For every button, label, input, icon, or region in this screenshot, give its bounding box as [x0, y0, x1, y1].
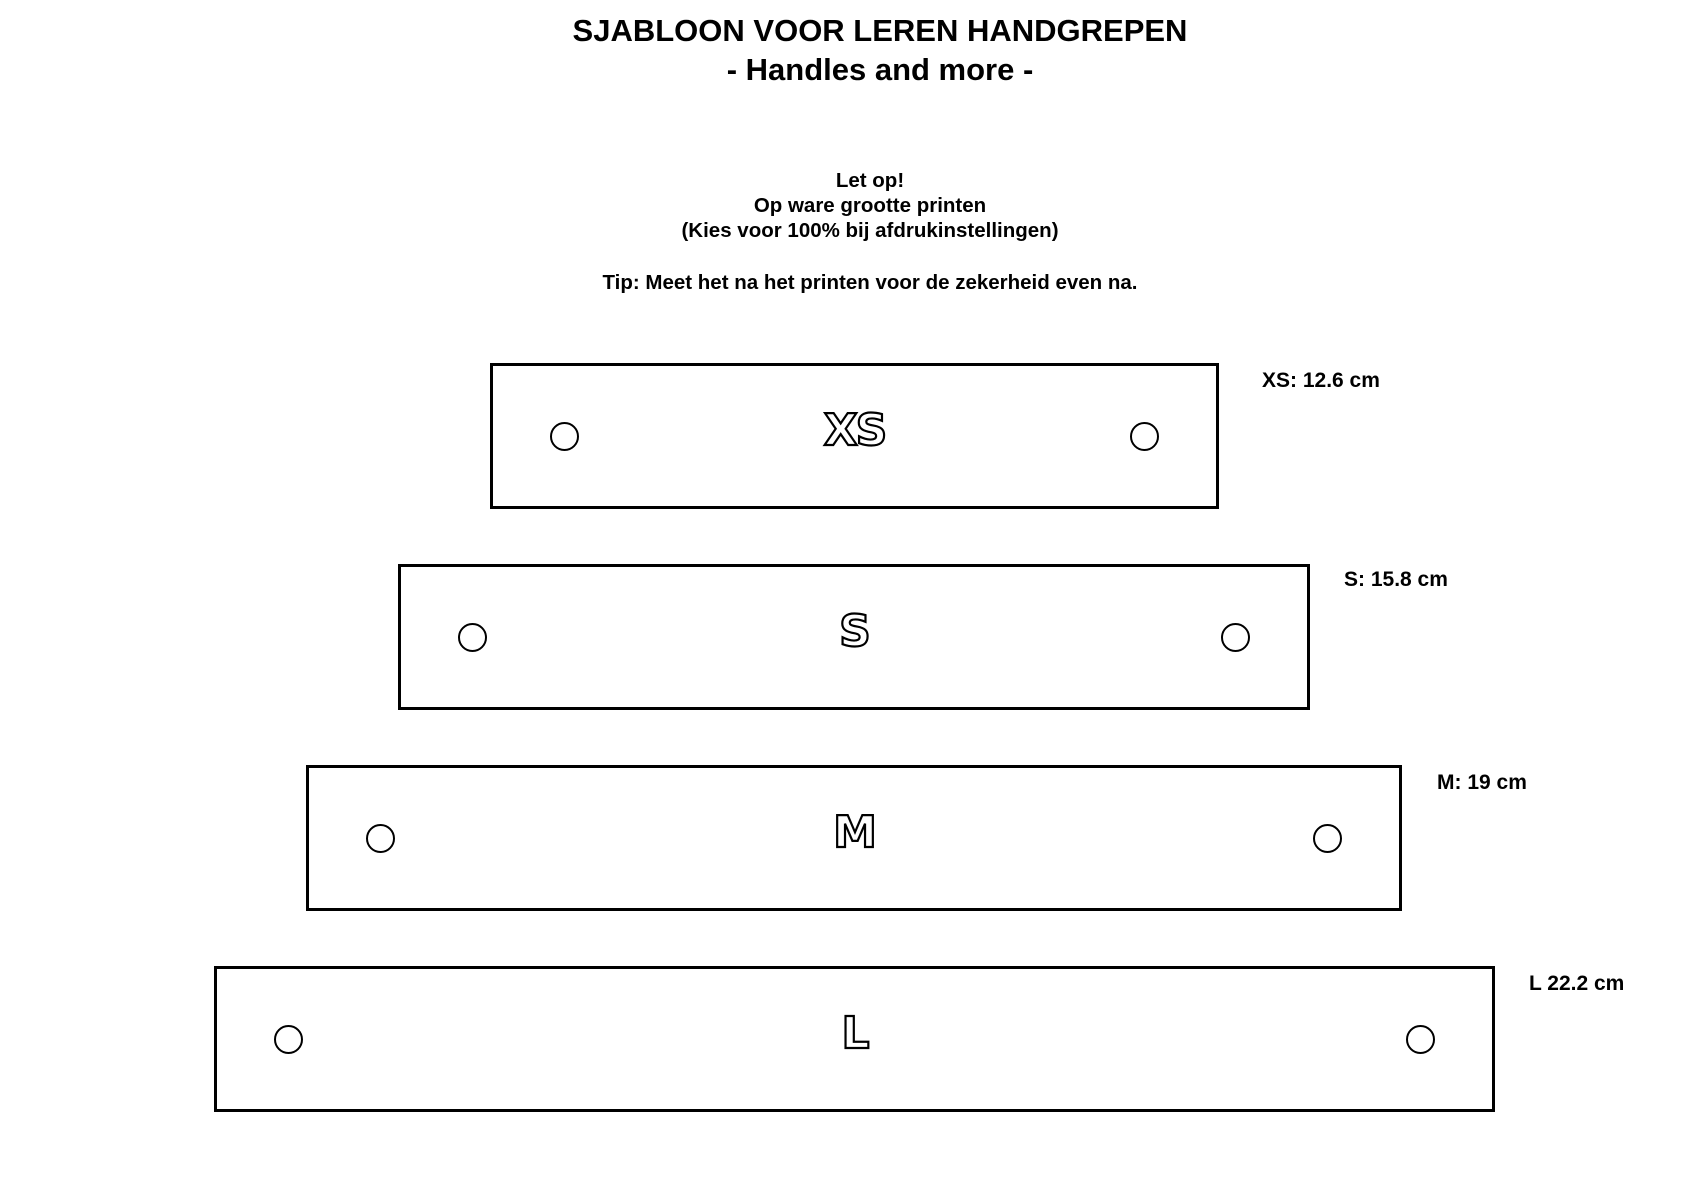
size-label-xs: XS: 12.6 cm: [1262, 369, 1380, 392]
handle-template-xs: [490, 363, 1219, 509]
size-letter-m: M: [833, 807, 875, 858]
size-letter-xs: XS: [823, 405, 886, 456]
rivet-hole-right: [1313, 824, 1342, 853]
size-letter-l: L: [841, 1008, 868, 1059]
rivet-hole-right: [1406, 1025, 1435, 1054]
handle-template-s: [398, 564, 1310, 710]
handle-template-m: [306, 765, 1402, 911]
handle-template-l: [214, 966, 1495, 1112]
page-subtitle: - Handles and more -: [726, 52, 1034, 87]
page-title: SJABLOON VOOR LEREN HANDGREPEN: [572, 13, 1188, 48]
notice-print-size: Op ware grootte printen: [753, 194, 987, 217]
notice-print-settings: (Kies voor 100% bij afdrukinstellingen): [681, 219, 1059, 242]
size-letter-s: S: [839, 606, 869, 657]
size-label-s: S: 15.8 cm: [1344, 568, 1448, 591]
size-label-l: L 22.2 cm: [1529, 972, 1625, 995]
rivet-hole-right: [1221, 623, 1250, 652]
notice-tip: Tip: Meet het na het printen voor de zekerheid even na.: [602, 271, 1138, 294]
rivet-hole-right: [1130, 422, 1159, 451]
notice-heading: Let op!: [835, 169, 905, 192]
size-label-m: M: 19 cm: [1437, 771, 1527, 794]
